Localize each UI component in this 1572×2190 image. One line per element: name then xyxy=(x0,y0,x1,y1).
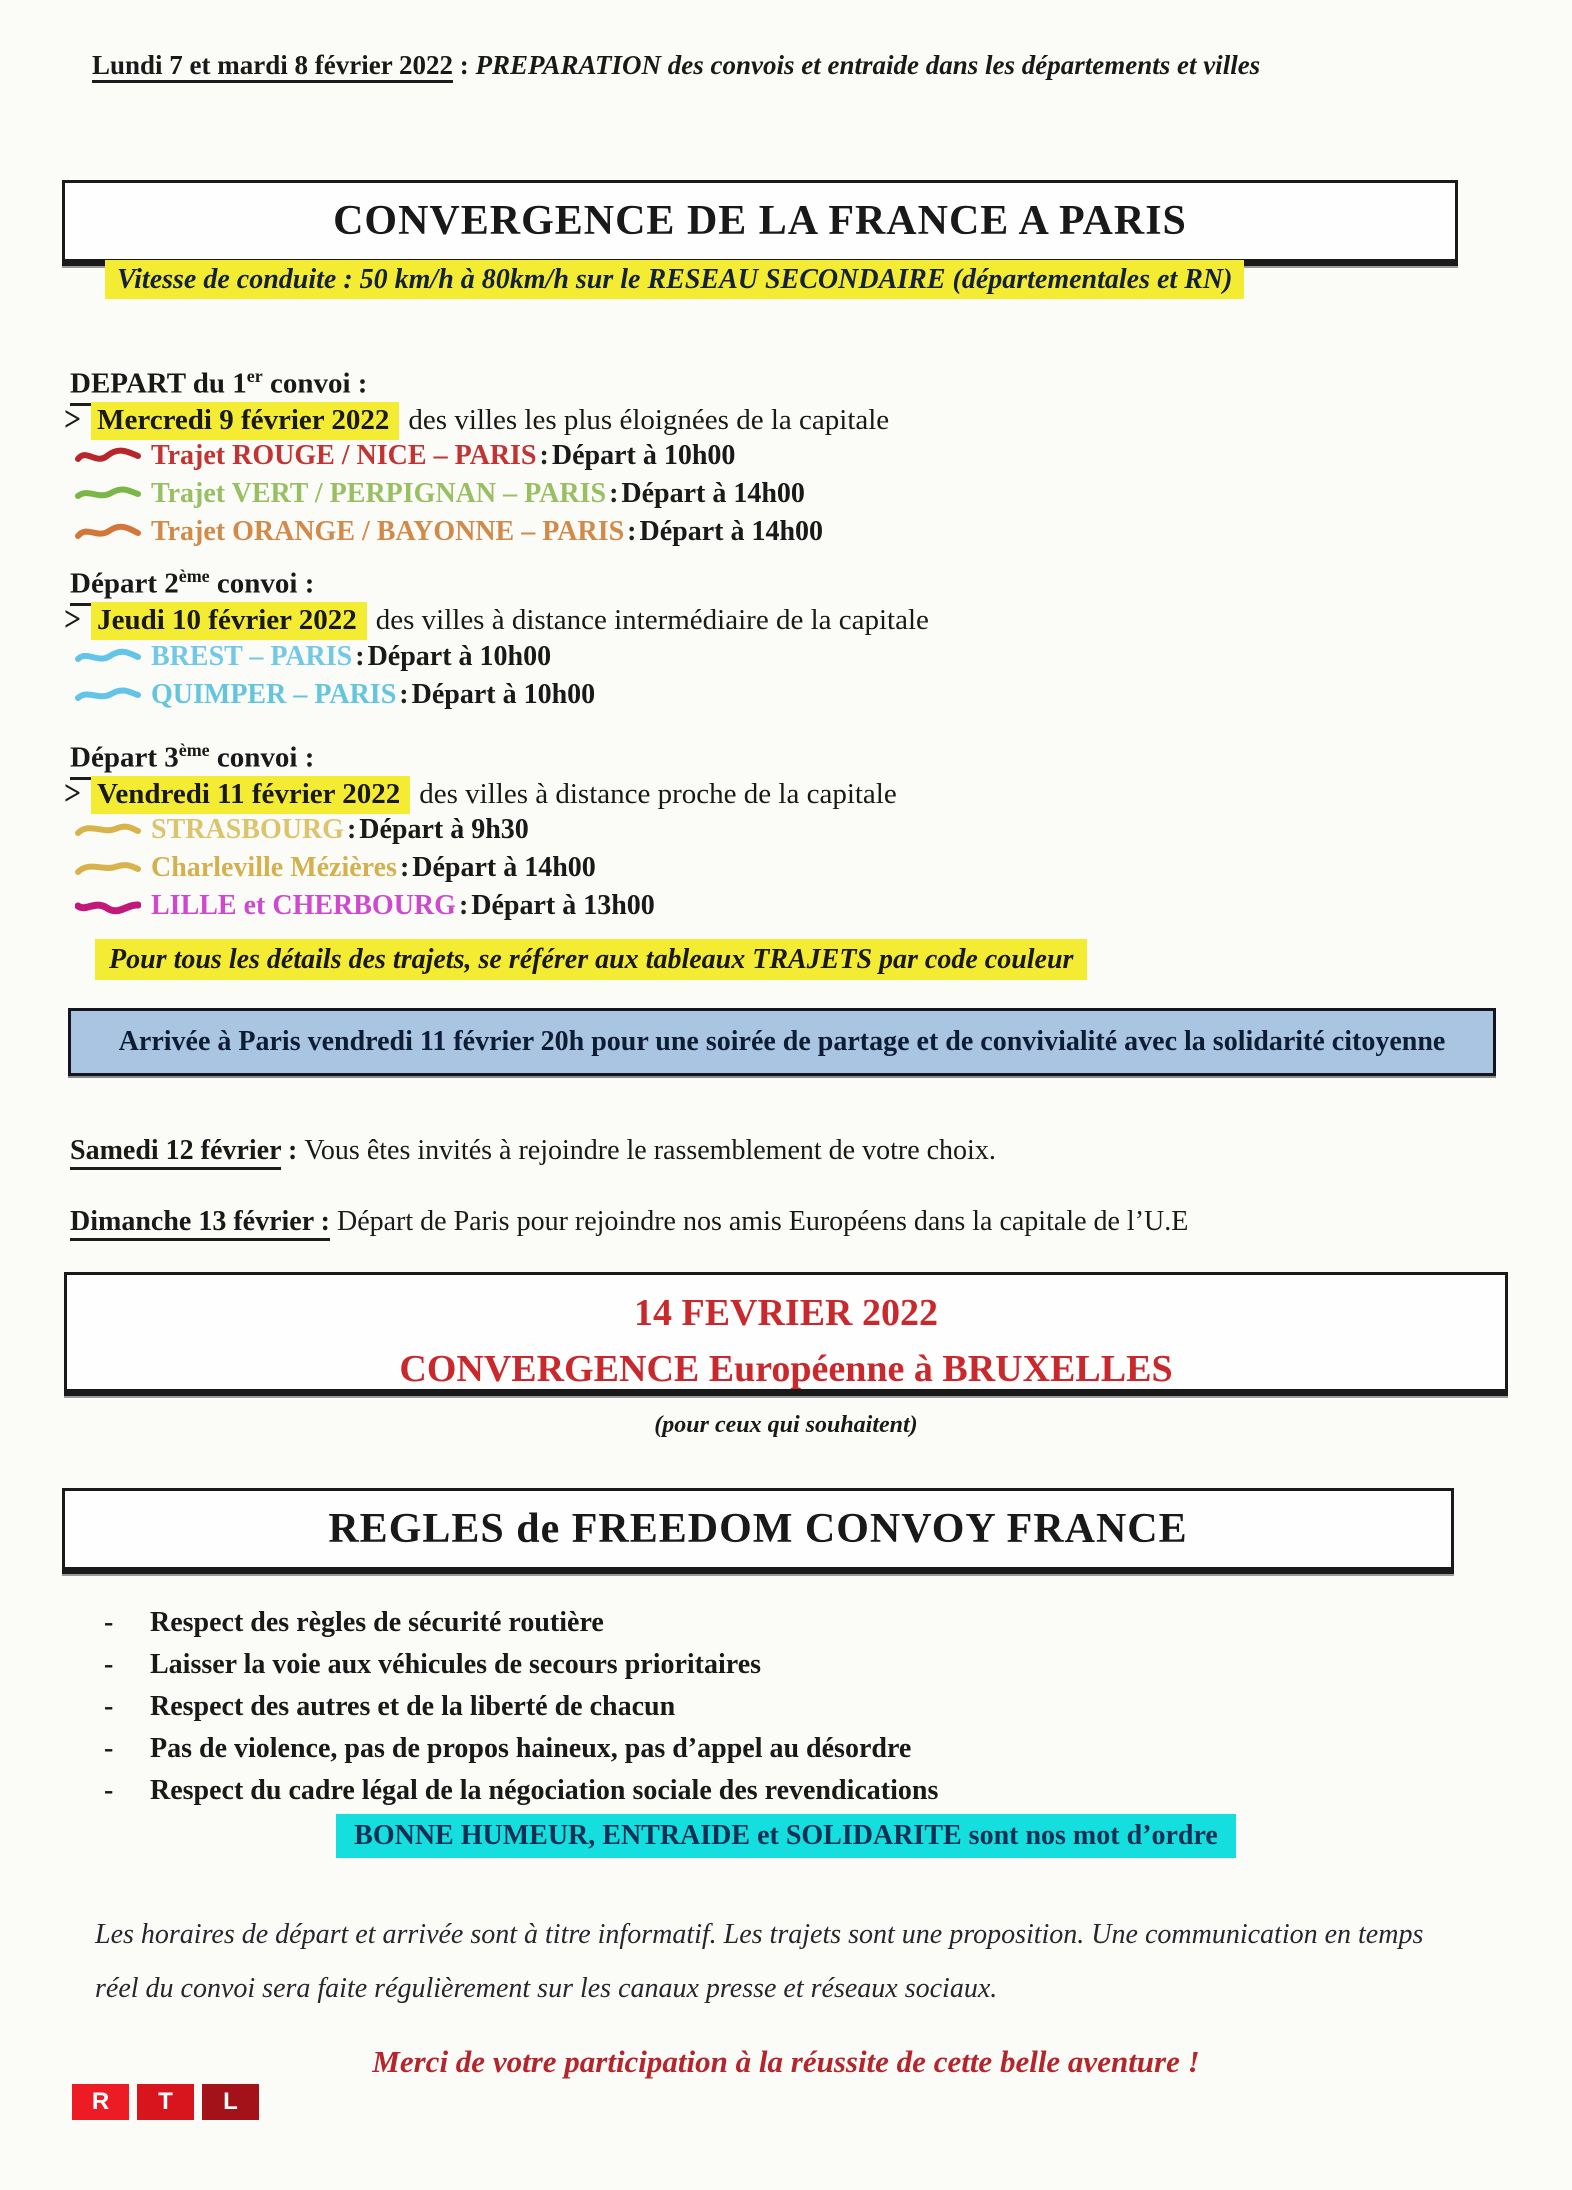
saturday-date: Samedi 12 février xyxy=(70,1135,281,1170)
disclaimer: Les horaires de départ et arrivée sont à titre informatif. Les trajets sont une proposition. Une communication en temps réel du convoi sera faite régulièrement sur les canaux presse et réseaux sociaux. xyxy=(95,1919,1424,2004)
rule-dash: - xyxy=(104,1649,114,1680)
route-label: Charleville Mézières xyxy=(151,852,397,883)
route-separator: : xyxy=(609,478,619,509)
convoy3-date: Vendredi 11 février 2022 xyxy=(91,776,410,814)
details-note: Pour tous les détails des trajets, se référer aux tableaux TRAJETS par code couleur xyxy=(95,939,1087,980)
rule-dash: - xyxy=(104,1775,114,1806)
thanks-line: Merci de votre participation à la réussite de cette belle aventure ! xyxy=(372,2044,1200,2079)
route-time: Départ à 14h00 xyxy=(639,516,824,547)
rule-dash: - xyxy=(104,1733,114,1764)
route-label: Trajet VERT / PERPIGNAN – PARIS xyxy=(151,478,607,509)
route-line-icon xyxy=(75,685,141,705)
convoy1-date: Mercredi 9 février 2022 xyxy=(91,402,399,440)
route-label: STRASBOURG xyxy=(151,814,344,845)
speed-note-wrap xyxy=(105,264,1244,296)
rule-text: Laisser la voie aux véhicules de secours prioritaires xyxy=(150,1649,762,1680)
route-separator: : xyxy=(539,440,549,471)
route-line-icon xyxy=(75,896,141,916)
rtl-logo-letter-l: L xyxy=(202,2084,259,2120)
rule-dash: - xyxy=(104,1691,114,1722)
saturday-separator: : xyxy=(280,1135,305,1166)
convoy2-heading xyxy=(70,566,314,606)
route-line-icon xyxy=(75,820,141,840)
convoy-arrow-icon: > xyxy=(64,774,82,813)
route-row-nice xyxy=(75,440,735,472)
rtl-logo-letter-t: T xyxy=(137,2084,194,2120)
sunday-date: Dimanche 13 février : xyxy=(70,1206,330,1241)
speed-note: Vitesse de conduite : 50 km/h à 80km/h sur le RESEAU SECONDAIRE (départementales et RN) xyxy=(105,260,1244,299)
intro-text: PREPARATION des convois et entraide dans les départements et villes xyxy=(475,50,1261,80)
rule-item xyxy=(100,1644,938,1686)
convoy1-heading xyxy=(70,366,367,406)
route-line-icon xyxy=(75,858,141,878)
brussels-note: (pour ceux qui souhaitent) xyxy=(654,1412,918,1438)
rule-item xyxy=(100,1728,938,1770)
sunday-line xyxy=(70,1206,1188,1238)
route-label: BREST – PARIS xyxy=(151,641,353,672)
route-line-icon xyxy=(75,446,141,466)
route-separator: : xyxy=(458,890,469,921)
route-row-brest xyxy=(75,641,551,673)
convoy2-desc: des villes à distance intermédiaire de la capitale xyxy=(375,604,929,636)
route-separator: : xyxy=(355,641,365,672)
convoy3-heading-post: convoi : xyxy=(209,741,315,774)
intro-line xyxy=(92,50,1260,81)
route-label: Trajet ORANGE / BAYONNE – PARIS xyxy=(151,516,625,547)
rule-item xyxy=(100,1602,938,1644)
rules-title-box xyxy=(62,1488,1454,1574)
route-label: QUIMPER – PARIS xyxy=(151,679,397,710)
arrival-box: Arrivée à Paris vendredi 11 février 20h pour une soirée de partage et de convivialité avec la solidarité citoyenne xyxy=(68,1008,1496,1076)
convoy1-heading-post: convoi : xyxy=(262,367,368,400)
convoy-arrow-icon: > xyxy=(64,600,82,639)
convoy1-heading-text: DEPART du 1 xyxy=(70,367,247,400)
route-time: Départ à 14h00 xyxy=(412,852,596,883)
convoy1-desc: des villes les plus éloignées de la capitale xyxy=(408,404,890,436)
route-time: Départ à 13h00 xyxy=(471,890,655,921)
brussels-date: 14 FEVRIER 2022 xyxy=(633,1292,939,1334)
rule-text: Respect des règles de sécurité routière xyxy=(150,1607,604,1638)
sunday-separator xyxy=(330,1206,337,1237)
convoy2-date: Jeudi 10 février 2022 xyxy=(91,602,367,640)
convoy1-heading-sup: er xyxy=(246,366,263,386)
route-separator: : xyxy=(627,516,637,547)
details-note-wrap xyxy=(95,944,1087,976)
convoy3-heading-text: Départ 3 xyxy=(70,741,179,774)
rule-item xyxy=(100,1770,938,1812)
rtl-logo-letter-r: R xyxy=(72,2084,129,2120)
route-row-strasbourg xyxy=(75,814,529,846)
motto-wrap xyxy=(0,1814,1572,1858)
route-time: Départ à 10h00 xyxy=(551,440,736,471)
saturday-line xyxy=(70,1135,996,1167)
convoy3-desc: des villes à distance proche de la capitale xyxy=(419,778,897,810)
route-row-charleville xyxy=(75,852,596,884)
convoy2-heading-post: convoi : xyxy=(209,567,315,600)
route-row-bayonne xyxy=(75,516,823,548)
brussels-box xyxy=(64,1272,1508,1396)
paris-title-box xyxy=(62,180,1458,266)
saturday-text: Vous êtes invités à rejoindre le rassemblement de votre choix. xyxy=(304,1135,996,1166)
intro-date: Lundi 7 et mardi 8 février 2022 xyxy=(92,50,453,83)
route-label: Trajet ROUGE / NICE – PARIS xyxy=(151,440,537,471)
convoy2-date-row xyxy=(64,602,929,640)
route-separator: : xyxy=(346,814,357,845)
route-line-icon xyxy=(75,647,141,667)
route-line-icon xyxy=(75,522,141,542)
convoy3-heading-sup: ème xyxy=(178,740,210,760)
route-time: Départ à 9h30 xyxy=(359,814,529,845)
rtl-logo xyxy=(72,2084,259,2120)
route-time: Départ à 10h00 xyxy=(411,679,596,710)
route-line-icon xyxy=(75,484,141,504)
rule-text: Pas de violence, pas de propos haineux, pas d’appel au désordre xyxy=(150,1733,912,1764)
route-row-lille xyxy=(75,890,655,922)
rules-title: REGLES de FREEDOM CONVOY FRANCE xyxy=(328,1506,1188,1552)
convoy-arrow-icon: > xyxy=(64,400,82,439)
route-row-perpignan xyxy=(75,478,805,510)
brussels-title: CONVERGENCE Européenne à BRUXELLES xyxy=(399,1348,1173,1390)
route-separator: : xyxy=(399,679,409,710)
rule-item xyxy=(100,1686,938,1728)
convoy2-heading-sup: ème xyxy=(178,566,210,586)
sunday-text: Départ de Paris pour rejoindre nos amis Européens dans la capitale de l’U.E xyxy=(336,1206,1189,1237)
convoy2-heading-text: Départ 2 xyxy=(70,567,179,600)
route-time: Départ à 10h00 xyxy=(367,641,552,672)
rule-text: Respect du cadre légal de la négociation sociale des revendications xyxy=(150,1775,939,1806)
motto: BONNE HUMEUR, ENTRAIDE et SOLIDARITE sont nos mot d’ordre xyxy=(336,1814,1236,1858)
rule-dash: - xyxy=(104,1607,114,1638)
thanks-wrap xyxy=(0,2044,1572,2080)
convoy1-date-row xyxy=(64,402,889,440)
route-label: LILLE et CHERBOURG xyxy=(151,890,456,921)
convoy3-date-row xyxy=(64,776,897,814)
route-separator: : xyxy=(399,852,410,883)
route-row-quimper xyxy=(75,679,595,711)
convoy3-heading xyxy=(70,740,314,780)
rule-text: Respect des autres et de la liberté de chacun xyxy=(150,1691,676,1722)
paris-title: CONVERGENCE DE LA FRANCE A PARIS xyxy=(333,198,1187,244)
rules-list xyxy=(100,1602,938,1812)
route-time: Départ à 14h00 xyxy=(621,478,805,509)
intro-separator: : xyxy=(452,50,476,80)
